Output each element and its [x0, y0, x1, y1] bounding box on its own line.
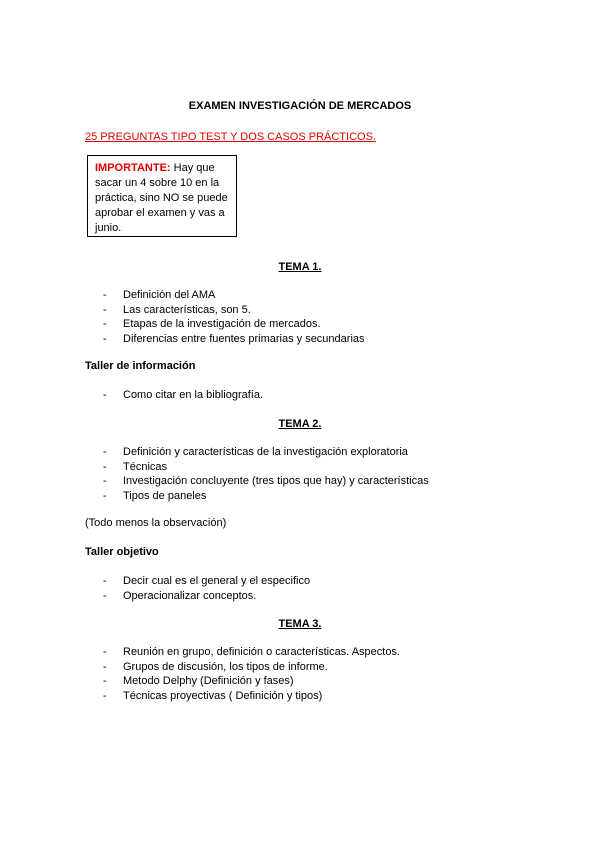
list-item: - Definición y características de la investigación exploratoria — [103, 445, 429, 460]
list-item: - Grupos de discusión, los tipos de informe. — [103, 660, 400, 675]
list-item: - Definición del AMA — [103, 288, 365, 303]
tema3-list — [103, 645, 400, 703]
important-note-box — [87, 155, 237, 237]
important-note-label: IMPORTANTE: — [95, 162, 171, 174]
list-item: - Decir cual es el general y el especifico — [103, 574, 310, 589]
tema2-list — [103, 445, 429, 503]
list-item: - Técnicas proyectivas ( Definición y tipos) — [103, 689, 400, 704]
list-item: - Etapas de la investigación de mercados. — [103, 317, 365, 332]
list-item: - Reunión en grupo, definición o características. Aspectos. — [103, 645, 400, 660]
exam-format-subtitle: 25 PREGUNTAS TIPO TEST Y DOS CASOS PRÁCTICOS. — [85, 131, 376, 143]
taller-objetivo-list — [103, 574, 310, 603]
tema1-heading: TEMA 1. — [278, 261, 322, 273]
list-item: - Investigación concluyente (tres tipos que hay) y características — [103, 474, 429, 489]
document-title: EXAMEN INVESTIGACIÓN DE MERCADOS — [188, 100, 412, 112]
tema1-list — [103, 288, 365, 346]
tema2-note: (Todo menos la observación) — [85, 517, 227, 529]
list-item: - Las características, son 5. — [103, 303, 365, 318]
important-note-text: Hay que sacar un 4 sobre 10 en la práctica, sino NO se puede aprobar el examen y vas a junio. — [95, 162, 228, 234]
list-item: - Metodo Delphy (Definición y fases) — [103, 674, 400, 689]
list-item: - Técnicas — [103, 460, 429, 475]
list-item: - Tipos de paneles — [103, 489, 429, 504]
taller-informacion-list — [103, 388, 263, 403]
taller-objetivo-title: Taller objetivo — [85, 546, 159, 558]
list-item: - Como citar en la bibliografía. — [103, 388, 263, 403]
taller-informacion-title: Taller de información — [85, 360, 196, 372]
tema3-heading: TEMA 3. — [278, 618, 322, 630]
list-item: - Operacionalizar conceptos. — [103, 589, 310, 604]
tema2-heading: TEMA 2. — [278, 418, 322, 430]
list-item: - Diferencias entre fuentes primarias y secundarias — [103, 332, 365, 347]
